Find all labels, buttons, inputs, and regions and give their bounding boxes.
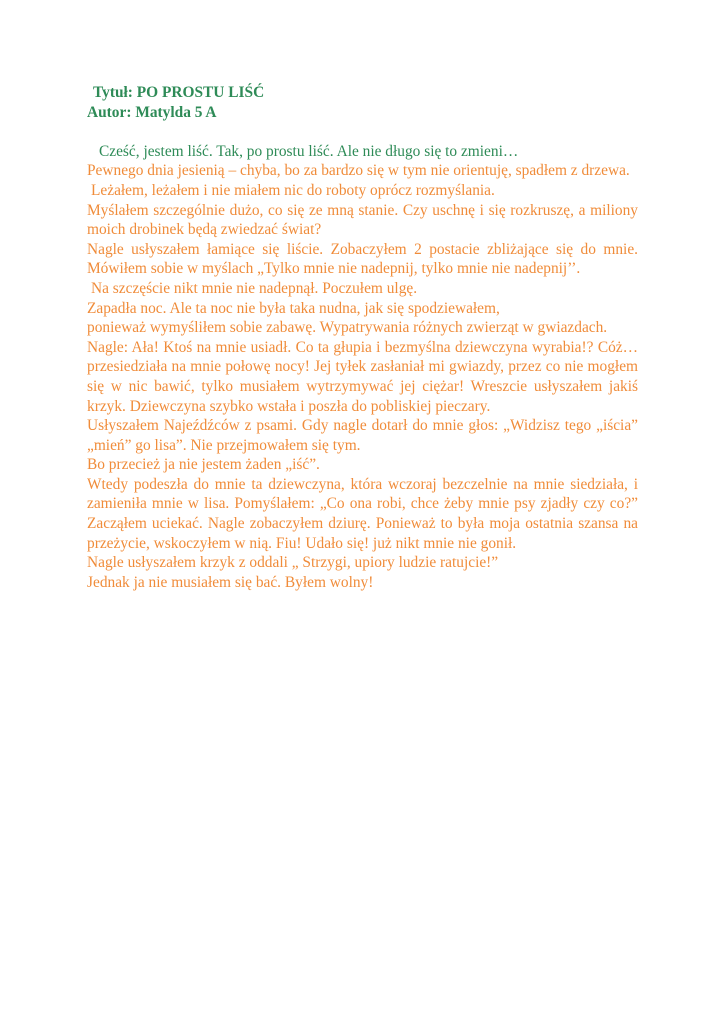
story-author xyxy=(87,103,638,123)
story-paragraph: Usłyszałem Najeźdźców z psami. Gdy nagle dotarł do mnie głos: „Widzisz tego „iścia” „mień” go lisa”. Nie przejmowałem się tym. xyxy=(87,417,638,454)
author-value: Matylda 5 A xyxy=(135,103,217,121)
title-value: PO PROSTU LIŚĆ xyxy=(136,84,265,101)
story-paragraph: Pewnego dnia jesienią – chyba, bo za bardzo się w tym nie orientuję, spadłem z drzewa. xyxy=(87,162,630,180)
blank-line xyxy=(87,122,638,142)
story-paragraph: Na szczęście nikt mnie nie nadepnął. Poczułem ulgę. xyxy=(91,279,418,297)
author-label: Autor: xyxy=(87,103,132,121)
story-paragraph: Zapadła noc. Ale ta noc nie była taka nudna, jak się spodziewałem, xyxy=(87,299,500,317)
story-title xyxy=(87,83,638,103)
story-paragraph: Nagle usłyszałem krzyk z oddali „ Strzygi, upiory ludzie ratujcie!” xyxy=(87,554,499,572)
story-paragraph: Nagle usłyszałem łamiące się liście. Zobaczyłem 2 postacie zbliżające się do mnie. Mówiłem sobie w myślach „Tylko mnie nie nadepnij, tylko mnie nie nadepnij’’. xyxy=(87,240,638,278)
story-paragraph: ponieważ wymyśliłem sobie zabawę. Wypatrywania różnych zwierząt w gwiazdach. xyxy=(87,319,608,337)
story-paragraph: Nagle: Ała! Ktoś na mnie usiadł. Co ta głupia i bezmyślna dziewczyna wyrabia!? Cóż… przesiedziała na mnie połowę nocy! Jej tyłek zasłaniał mi gwiazdy, przez co nie mogłem się w nic bawić, tylko musiałem wytrzymywać jej ciężar! Wreszcie usłyszałem jakiś krzyk. Dziewczyna szybko wstała i poszła do pobliskiej pieczary. xyxy=(87,338,638,415)
story-paragraph: Jednak ja nie musiałem się bać. Byłem wolny! xyxy=(87,573,374,591)
story-paragraph: Myślałem szczególnie dużo, co się ze mną stanie. Czy uschnę i się rozkruszę, a miliony moich drobinek będą zwiedzać świat? xyxy=(87,201,638,239)
document-page xyxy=(87,83,638,592)
story-paragraph: Bo przecież ja nie jestem żaden „iść”. xyxy=(87,456,320,474)
intro-paragraph: Cześć, jestem liść. Tak, po prostu liść. Ale nie długo się to zmieni… xyxy=(99,142,519,160)
story-paragraph: Leżałem, leżałem i nie miałem nic do roboty oprócz rozmyślania. xyxy=(91,181,495,199)
title-label: Tytuł: xyxy=(93,84,133,101)
story-paragraph: Wtedy podeszła do mnie ta dziewczyna, która wczoraj bezczelnie na mnie siedziała, i zamieniła mnie w lisa. Pomyślałem: „Co ona robi, chce żeby mnie psy zjadły czy co?” Zacząłem uciekać. Nagle zobaczyłem dziurę. Ponieważ to była moja ostatnia szansa na przeżycie, wskoczyłem w nią. Fiu! Udało się! już nikt mnie nie gonił. xyxy=(87,475,638,552)
